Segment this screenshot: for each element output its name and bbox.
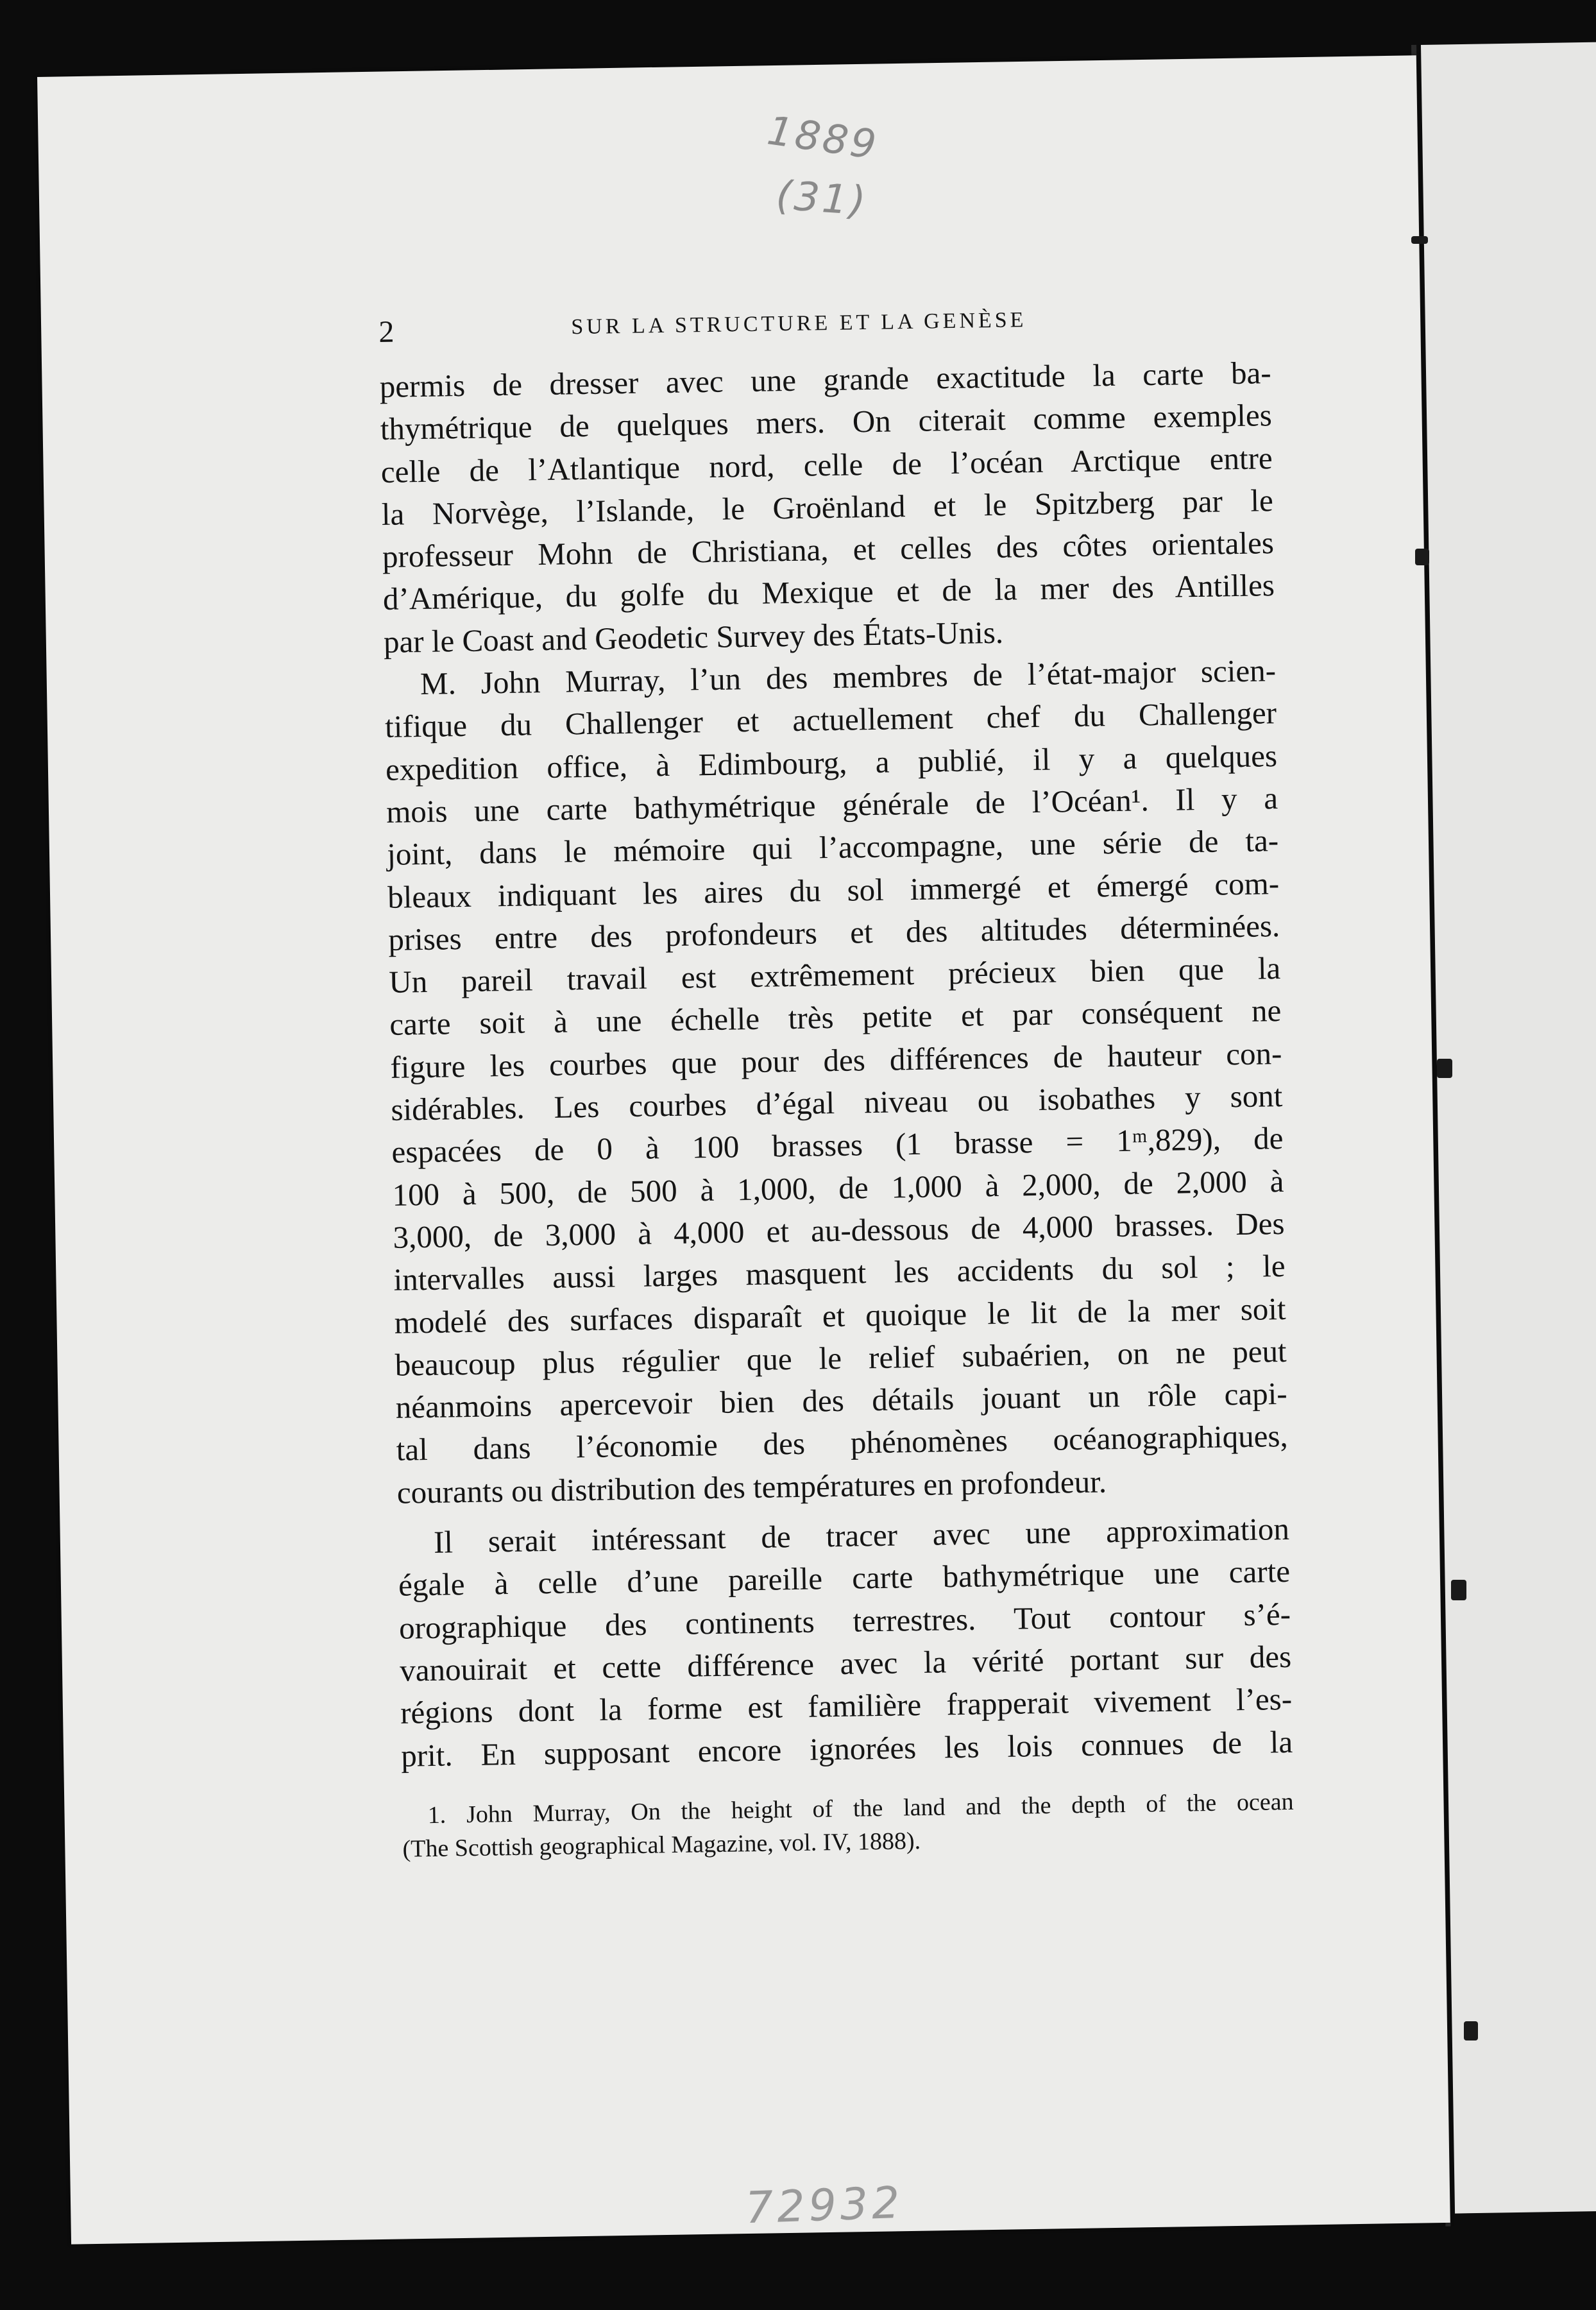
text-line: régions dont la forme est familière frapperait vivement l’es- xyxy=(400,1681,1293,1731)
footnote xyxy=(402,1785,1294,1866)
text-line: mois une carte bathymétrique générale de l’Océan¹. Il y a xyxy=(386,780,1278,830)
text-line: expedition office, à Edimbourg, a publié, il y a quelques xyxy=(385,737,1278,787)
text-line: M. John Murray, l’un des membres de l’état-major scien- xyxy=(420,653,1277,702)
footnote-line: (The Scottish geographical Magazine, vol. IV, 1888). xyxy=(402,1827,921,1863)
text-line: sidérables. Les courbes d’égal niveau ou isobathes y sont xyxy=(391,1078,1283,1127)
text-line: orographique des continents terrestres. Tout contour s’é- xyxy=(398,1596,1291,1646)
handwritten-year: 1889 xyxy=(764,107,882,169)
text-line: carte soit à une échelle très petite et par conséquent ne xyxy=(389,993,1282,1043)
binding-mark xyxy=(1411,236,1428,244)
text-line: égale à celle d’une pareille carte bathymétrique une carte xyxy=(398,1553,1291,1604)
text-line: modelé des surfaces disparaît et quoique le lit de la mer soit xyxy=(394,1290,1286,1340)
text-line: par le Coast and Geodetic Survey des États-Unis. xyxy=(383,614,1004,660)
text-line: tal dans l’économie des phénomènes océanographiques, xyxy=(396,1418,1289,1468)
text-line: permis de dresser avec une grande exactitude la carte ba- xyxy=(379,355,1272,404)
binding-mark xyxy=(1415,549,1429,565)
text-line: joint, dans le mémoire qui l’accompagne, une série de ta- xyxy=(386,823,1279,873)
page-number: 2 xyxy=(378,314,395,349)
handwritten-accession-number: 72932 xyxy=(744,2177,904,2234)
text-line: beaucoup plus régulier que le relief subaérien, on ne peut xyxy=(395,1333,1287,1383)
paragraph xyxy=(379,352,1275,663)
text-line: courants ou distribution des températures en profondeur. xyxy=(396,1464,1107,1510)
text-block xyxy=(378,300,1295,1865)
text-line: figure les courbes que pour des différences de hauteur con- xyxy=(389,1035,1282,1085)
text-line: néanmoins apercevoir bien des détails jouant un rôle capi- xyxy=(395,1376,1288,1425)
text-line: vanouirait et cette différence avec la vérité portant sur des xyxy=(399,1638,1292,1688)
text-line: thymétrique de quelques mers. On citerait comme exemples xyxy=(380,397,1273,447)
footnote-line: 1. John Murray, On the height of the land and the depth of the ocean xyxy=(427,1788,1294,1829)
text-line: espacées de 0 à 100 brasses (1 brasse = 1ᵐ,829), de xyxy=(391,1120,1284,1170)
text-line: la Norvège, l’Islande, le Groënland et le Spitzberg par le xyxy=(381,483,1274,532)
text-line: 3,000, de 3,000 à 4,000 et au-dessous de 4,000 brasses. Des xyxy=(393,1205,1285,1255)
text-line: bleaux indiquant les aires du sol immergé et émergé com- xyxy=(387,865,1280,915)
facing-page-edge xyxy=(1421,42,1596,2213)
binding-mark xyxy=(1437,1059,1452,1078)
text-line: 100 à 500, de 500 à 1,000, de 1,000 à 2,000, de 2,000 à xyxy=(392,1163,1284,1213)
paragraph xyxy=(398,1508,1293,1777)
running-head: SUR LA STRUCTURE ET LA GENÈSE xyxy=(571,308,1027,339)
text-line: tifique du Challenger et actuellement chef du Challenger xyxy=(384,695,1277,745)
text-line: Il serait intéressant de tracer avec une approximation xyxy=(433,1510,1290,1560)
body-text xyxy=(379,352,1293,1777)
handwritten-item-number: (31) xyxy=(774,171,870,225)
text-line: d’Amérique, du golfe du Mexique et de la mer des Antilles xyxy=(382,567,1275,617)
text-line: prises entre des profondeurs et des altitudes déterminées. xyxy=(387,907,1280,957)
text-line: celle de l’Atlantique nord, celle de l’océan Arctique entre xyxy=(380,440,1273,490)
text-line: intervalles aussi larges masquent les accidents du sol ; le xyxy=(393,1248,1286,1298)
paragraph xyxy=(384,649,1289,1514)
text-line: Un pareil travail est extrêmement précieux bien que la xyxy=(388,950,1281,1000)
text-line: prit. En supposant encore ignorées les lois connues de la xyxy=(400,1724,1293,1774)
binding-mark xyxy=(1451,1580,1466,1600)
text-line: professeur Mohn de Christiana, et celles des côtes orientales xyxy=(382,525,1275,575)
binding-mark xyxy=(1464,2021,1478,2041)
